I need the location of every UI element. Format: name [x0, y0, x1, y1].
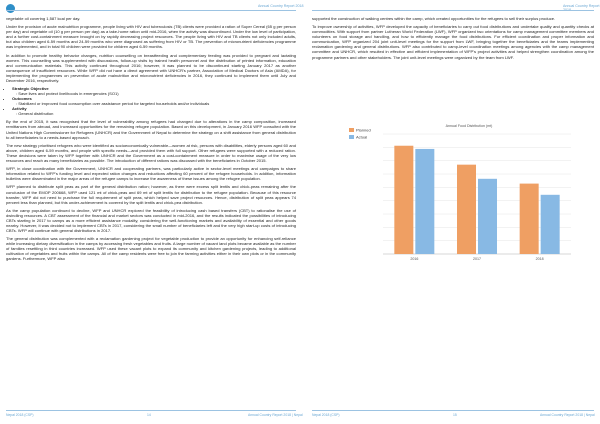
right-paragraph: To improve ownership of activities, WFP developed the capacity of beneficiaries to carry out food distributions and undertake quality and quantity checks at commodities. With support from partner Lutheran World Federation (LWF), WFP organized two orientations for camp management committee members and volunteers on food storage and handling, and how to efficiently manage the food distributions. For efficient coordination and proper information and communication, WFP organized 204 joint unit-level meetings for the support from LWF, bringing together the beneficiaries and the teams implementing reclamation gardening and general distributions. WFP also contributed to camp-level coordination meetings among agencies with the camp management committee and UNHCR, which resulted in effective and efficient implementation of WFP's project activities and helped strengthen coordination among the programme partners and other stakeholders. The joint unit-level meetings were organized by the team from LWF. [312, 24, 594, 60]
bar-actual-2018 [541, 195, 560, 254]
strategic-objective-label: Strategic Objective [12, 86, 49, 92]
activity-label: Activity [12, 106, 27, 112]
left-paragraph: As the camp population continued to decline, WFP and UNHCR explored the feasibility of introducing cash based transfers (CBT) to rationalise the use of dwindling resources. A CBT assessment of the financial and market sectors was conducted in mid-2016, and the results indicated the possibilities of introducing CBTs starting in 2017 to camps as a more efficient assistance modality, considering the well-functioning markets and availability of essential and other goods nearby. However, it was decided not to implement CBTs in 2017, considering the small number of beneficiaries left and the very high start-up costs of introducing CBTs. WFP will continue with general distributions in 2017. [6, 207, 296, 234]
wfp-logo-icon [6, 4, 15, 13]
left-paragraph: The general distribution was complemented with a reclamation gardening project for vegetable production to provide an opportunity for enhancing self-reliance while increasing dietary diversification in the camps by accessing fresh vegetables and fruits. A large number of vacant land plots became available as the number of families resettling in third countries increased. WFP used these vacant plots to expand its community and kitchen gardening projects, leading to additional cultivation of vegetables and fruits within the camps. All of the camp residents were free to join the farming activities either in their own plots or in the community gardens. Furthermore, WFP also [6, 236, 296, 262]
bar-actual-2016 [415, 149, 434, 254]
list-item [12, 106, 296, 116]
bar-planned-2016 [394, 146, 413, 254]
objective-list [6, 86, 296, 116]
list-item [12, 86, 296, 96]
header-right-title: Annual Country Report [563, 4, 600, 8]
left-paragraph: WFP, in close coordination with the Government, UNHCR and cooperating partners, was particularly active in sector-level meetings and campaigns to share information related to WFP's funding level and expected ration changes and reductions affecting 60 percent of the refugee households. In addition, information bulletins were disseminated in the major areas of the refugee camps to increase the awareness of these issues among the refugee population. [6, 166, 296, 182]
legend-swatch [349, 128, 354, 132]
page-number-right: 15 [453, 413, 457, 417]
x-tick-label: 2018 [535, 257, 544, 261]
strategic-objective-text: : Save lives and protect livelihoods in emergencies (SO1) [16, 91, 119, 97]
header-rule-left [6, 10, 296, 11]
bar-actual-2017 [478, 179, 497, 254]
left-paragraph: The new strategy prioritised refugees who were identified as socioeconomically vulnerable—women at risk, persons with disabilities, elderly persons aged 60 and above, children aged 6-59 months, and people with specific needs—and provided them with full support. Other refugees were supported with a reduced ration. These decisions were taken by WFP together with UNHCR and the Government as a cost-containment measure in order to maximise usage of the very low resources and reach as many beneficiaries as possible. The introduction of different rations was discussed with the beneficiaries in October 2015. [6, 142, 296, 163]
right-paragraph: supported the construction of walking centres within the camp, which created opportunities for the refugees to sell their surplus produce. [312, 16, 556, 21]
footer-right-a: Nepal 2018 (CSP) [312, 413, 340, 417]
x-tick-label: 2016 [410, 257, 419, 261]
bar-planned-2018 [520, 184, 539, 254]
left-paragraph: Under the provision of acute malnutrition programme, people living with HIV and tuberculosis (TB) clients were provided a ration of Super Cereal (65 g per person per day) and vegetable oil (10 g per person per day) as a take-home ration until mid-2016, when the activity was discontinued. Under the low level of participation, and a further cost-containment measure brought on by rapidly decreasing project resources. The people living with HIV and TB clients not only included adults, but also children aged 6-59 months and 24-59 months who were diagnosed as suffering from HIV or TB. The prevention of micronutrient deficiencies programme was implemented, and in total 90 children were provided for children aged 6-59 months. [6, 24, 296, 50]
outcomes-text: : Stabilized or improved food consumption over assistance period for targeted households and/or individuals [16, 101, 210, 107]
left-paragraph: In addition to promote healthy behavior changes, nutrition counselling on breastfeeding and complementary feeding was provided to pregnant and lactating women. This counselling was supplemented with discussions, follow-up visits by trained health personnel and the distribution of printed information, education and communication materials. This activity continued throughout 2016; however, it was planned to be discontinued starting January 2017 as another consequence of insufficient resources. While WFP did not have a direct agreement with UNHCR's partner, Association of Medical Doctors of Asia (AMDA), for implementing the programmes on prevention of acute malnutrition and micronutrient deficiencies in 2016, they continued to implement them until July and December 2016, respectively. [6, 52, 296, 83]
legend-label: Actual [356, 134, 368, 140]
page-number-left: 14 [147, 413, 151, 417]
left-column [6, 16, 296, 265]
x-tick-label: 2017 [473, 257, 481, 261]
left-paragraph: By the end of 2015, it was recognised that the level of vulnerability among refugees had changed due to alterations in the camp composition, increased remittances from abroad, and increased opportunities for the remaining refugee population. Based on this development, in January 2016 WFP consulted with the United Nations High Commissioner for Refugees (UNHCR) and the Government of Nepal to determine the strategy on a shift assistance from general distribution to all beneficiaries to a needs-based approach. [6, 119, 296, 140]
footer-rule-right [312, 410, 594, 411]
right-column [312, 16, 594, 63]
footer-rule-left [6, 410, 296, 411]
bar-planned-2017 [457, 165, 476, 254]
legend-label: Planned [356, 127, 371, 133]
footer-right-b: Annual Country Report 2018 | Nepal [540, 413, 595, 417]
distribution-chart [345, 114, 585, 264]
header-left-title: Annual Country Report 2018 [258, 4, 304, 8]
outcomes-label: Outcomes [12, 96, 32, 102]
activity-text: : General distribution [16, 111, 54, 117]
footer-left-a: Nepal 2018 (CSP) [6, 413, 34, 417]
list-item [12, 96, 296, 106]
footer-left-b: Annual Country Report 2018 | Nepal [248, 413, 303, 417]
legend-swatch [349, 135, 354, 139]
chart-title: Annual Food Distribution (mt) [445, 124, 493, 128]
left-paragraph: vegetable oil covering 1,587 kcal per day. [6, 16, 81, 21]
header-rule-right [312, 10, 594, 11]
left-paragraph: WFP planned to distribute split peas as part of the general distribution ration; however, as there were excess split lentils and chick-peas remaining after the conclusion of the EMOP 200668, WFP used 121 mt of chick-peas and 69 mt of split lentils for distribution to the refugee population. Because of this resource transfer, WFP did not need to purchase the full requirement of split peas, which helped save project resources. Hence, distribution of split peas appears 74 percent less than planned, but this under-achievement is covered by the split lentils and chick-pea distribution. [6, 184, 296, 205]
